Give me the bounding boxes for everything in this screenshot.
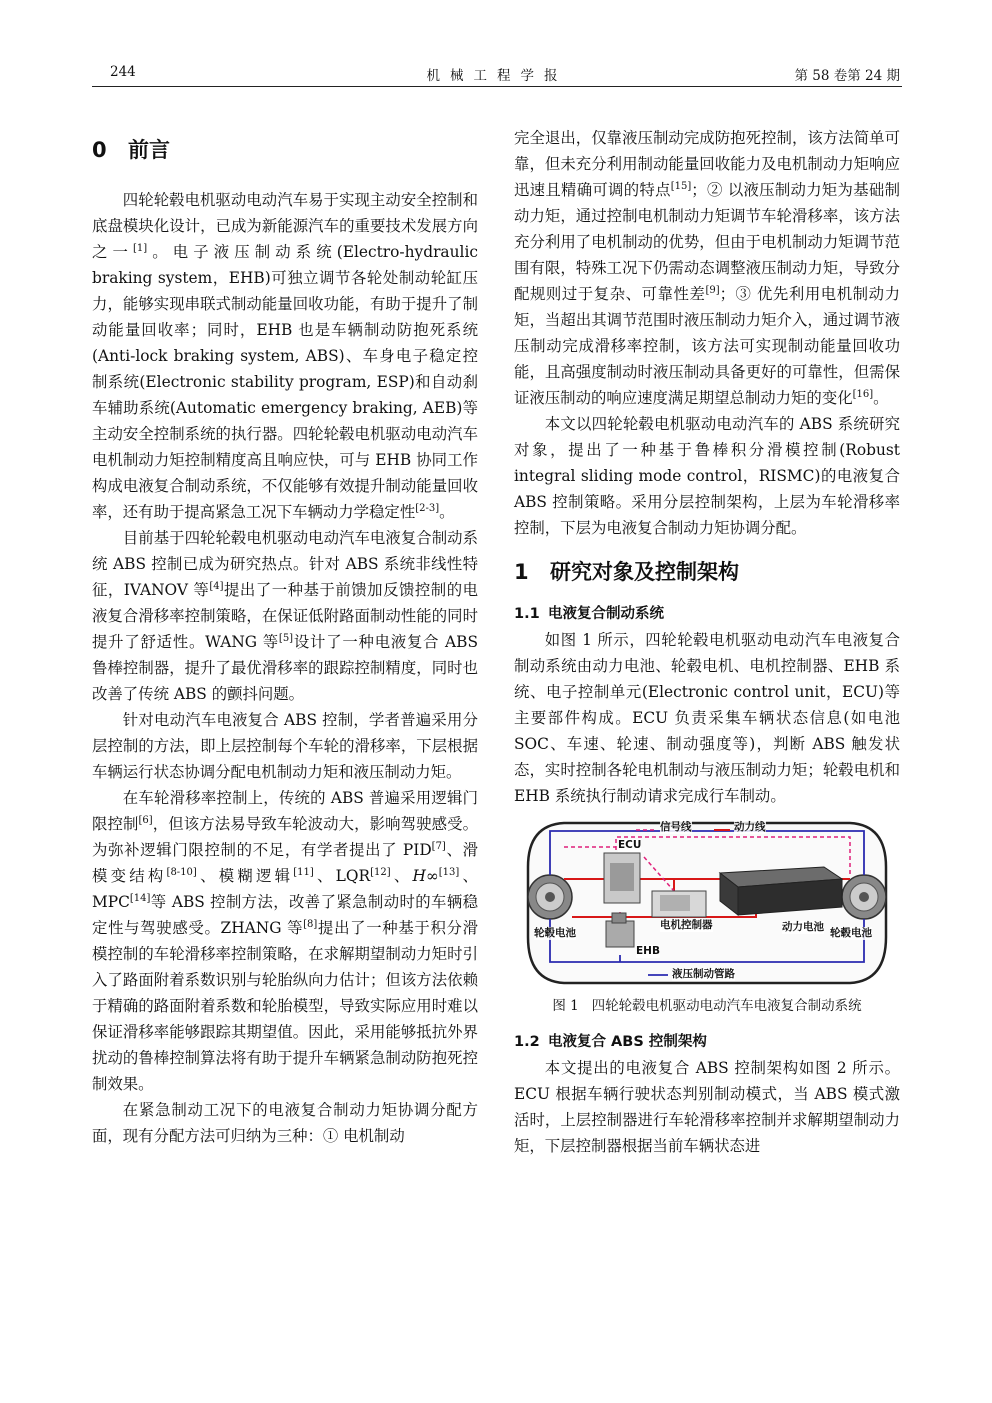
right-hub-label: 轮毂电池 [830, 927, 872, 939]
motor-controller-icon [652, 891, 706, 917]
paragraph: 在车轮滑移率控制上，传统的 ABS 普遍采用逻辑门限控制[6]，但该方法易导致车轮波动大，影响驾驶感受。为弥补逻辑门限控制的不足，有学者提出了 PID[7]、滑模变结构[8-10]、模糊逻辑[11]、LQR[12]、H∞[13]、MPC[14]等 ABS 控制方法，改善了紧急制动时的车辆稳定性与驾驶感受。ZHANG 等[8]提出了一种基于积分滑模控制的车轮滑移率控制策略，在求解期望制动力矩时引入了路面附着系数识别与轮胎纵向力估计；但该方法依赖于精确的路面附着系数和轮胎模型，导致实际应用时难以保证滑移率能够跟踪其期望值。因此，采用能够抵抗外界扰动的鲁棒控制算法将有助于提升车辆紧急制动防抱死控制效果。 [92, 789, 478, 1093]
section-title: 前言 [128, 138, 170, 162]
running-header [92, 62, 902, 84]
figure-1-diagram [524, 817, 890, 987]
ehb-label: EHB [636, 945, 660, 957]
paragraph: 目前基于四轮轮毂电机驱动电动汽车电液复合制动系统 ABS 控制已成为研究热点。针对 ABS 系统非线性特征，IVANOV 等[4]提出了一种基于前馈加反馈控制的电液复合滑移率控制策略，在保证低附路面制动性能的同时提升了舒适性。WANG 等[5]设计了一种电液复合 ABS 鲁棒控制器，提升了最优滑移率的跟踪控制精度，同时也改善了传统 ABS 的颤抖问题。 [92, 529, 478, 703]
left-hub-wheel-icon [528, 875, 572, 919]
section-number: 1 [514, 560, 529, 584]
ecu-icon [604, 853, 640, 903]
citation: [7] [431, 841, 446, 852]
citation: [1] [133, 243, 148, 254]
paragraph: 本文提出的电液复合 ABS 控制架构如图 2 所示。ECU 根据车辆行驶状态判别制动模式，当 ABS 模式激活时，上层控制器进行车轮滑移率控制并求解期望制动力矩，下层控制器根据当前车辆状态进 [514, 1059, 900, 1155]
paragraph: 完全退出，仅靠液压制动完成防抱死控制，该方法简单可靠，但未充分利用制动能量回收能力及电机制动力矩响应迅速且精确可调的特点[15]；② 以液压制动力矩为基础制动力矩，通过控制电机制动力矩调节车轮滑移率，该方法充分利用了电机制动的优势，但由于电机制动力矩调节范围有限，特殊工况下仍需动态调整液压制动力矩，导致分配规则过于复杂、可靠性差[9]；③ 优先利用电机制动力矩，当超出其调节范围时液压制动力矩介入，通过调节液压制动完成滑移率控制，该方法可实现制动能量回收功能，且高强度制动时液压制动具备更好的可靠性，但需保证液压制动的响应速度满足期望总制动力矩的变化[16]。 [514, 129, 900, 407]
citation: [12] [370, 867, 391, 878]
citation: [9] [705, 285, 720, 296]
section-title: 研究对象及控制架构 [550, 560, 739, 584]
figure-1-caption [514, 997, 900, 1015]
battery-label: 动力电池 [782, 921, 824, 933]
motor-controller-label: 电机控制器 [660, 919, 713, 931]
paragraph: 如图 1 所示，四轮轮毂电机驱动电动汽车电液复合制动系统由动力电池、轮毂电机、电机控制器、EHB 系统、电子控制单元(Electronic control unit，ECU)等主要部件构成。ECU 负责采集车辆状态信息(如电池 SOC、车速、轮速、制动强度等)，判断 ABS 触发状态，实时控制各轮电机制动与液压制动力矩；轮毂电机和 EHB 系统执行制动请求完成行车制动。 [514, 631, 900, 805]
right-hub-wheel-icon [842, 875, 886, 919]
ecu-label: ECU [618, 839, 642, 851]
header-rule [92, 86, 902, 87]
figure-1 [514, 817, 900, 1015]
subsection-1-2-heading [514, 1029, 900, 1055]
subsection-number: 1.1 [514, 606, 540, 622]
citation: [2-3] [415, 503, 440, 514]
citation: [6] [138, 815, 153, 826]
left-hub-label: 轮毂电池 [534, 927, 576, 939]
hydraulic-line-label: 液压制动管路 [672, 968, 735, 980]
citation: [14] [129, 893, 151, 904]
paragraph: 四轮轮毂电机驱动电动汽车易于实现主动安全控制和底盘模块化设计，已成为新能源汽车的重要技术发展方向之一[1]。电子液压制动系统(Electro-hydraulic braking system，EHB)可独立调节各轮处制动轮缸压力，能够实现串联式制动能量回收功能，有助于提升了制动能量回收率；同时，EHB 也是车辆制动防抱死系统(Anti-lock braking system, ABS)、车身电子稳定控制系统(Electronic stability program, ESP)和自动刹车辅助系统(Automatic emergency braking, AEB)等主动安全控制系统的执行器。四轮轮毂电机驱动电动汽车电机制动力矩控制精度高且响应快，可与 EHB 协同工作构成电液复合制动系统，不仅能够有效提升制动能量回收率，还有助于提高紧急工况下车辆动力学稳定性[2-3]。 [92, 191, 478, 521]
paragraph: 本文以四轮轮毂电机驱动电动汽车的 ABS 系统研究对象，提出了一种基于鲁棒积分滑模控制(Robust integral sliding mode control，RISMC)的电液复合 ABS 控制策略。采用分层控制架构，上层为车轮滑移率控制，下层为电液复合制动力矩协调分配。 [514, 415, 900, 537]
subsection-number: 1.2 [514, 1034, 540, 1050]
issue-info: 第 58 卷第 24 期 [794, 68, 900, 84]
journal-title: 机械工程学报 [426, 68, 568, 84]
citation: [15] [670, 181, 692, 192]
legend-power-label: 动力线 [734, 821, 766, 833]
page-number: 244 [110, 64, 136, 80]
section-1-heading [514, 559, 900, 585]
citation: [5] [278, 633, 294, 644]
subsection-title: 电液复合 ABS 控制架构 [548, 1034, 707, 1050]
h-infinity: H∞ [412, 867, 439, 885]
citation: [4] [209, 581, 224, 592]
paragraph: 针对电动汽车电液复合 ABS 控制，学者普遍采用分层控制的方法，即上层控制每个车轮的滑移率，下层根据车辆运行状态协调分配电机制动力矩和液压制动力矩。 [92, 711, 478, 781]
battery-icon [720, 867, 842, 915]
citation: [11] [293, 867, 314, 878]
caption-text: 四轮轮毂电机驱动电动汽车电液复合制动系统 [591, 998, 862, 1014]
citation: [16] [852, 389, 874, 400]
section-number: 0 [92, 138, 107, 162]
paragraph: 在紧急制动工况下的电液复合制动力矩协调分配方面，现有分配方法可归纳为三种：① 电机制动 [92, 1101, 478, 1145]
subsection-1-1-heading [514, 601, 900, 627]
section-0-heading [92, 137, 478, 163]
vehicle-diagram [524, 817, 890, 987]
citation: [8-10] [166, 867, 197, 878]
citation: [13] [438, 867, 460, 878]
citation: [8] [303, 919, 318, 930]
legend-signal-label: 信号线 [660, 821, 692, 833]
subsection-title: 电液复合制动系统 [548, 606, 664, 622]
right-column [514, 125, 900, 1159]
left-column [92, 125, 478, 1149]
caption-number: 图 1 [552, 998, 579, 1014]
